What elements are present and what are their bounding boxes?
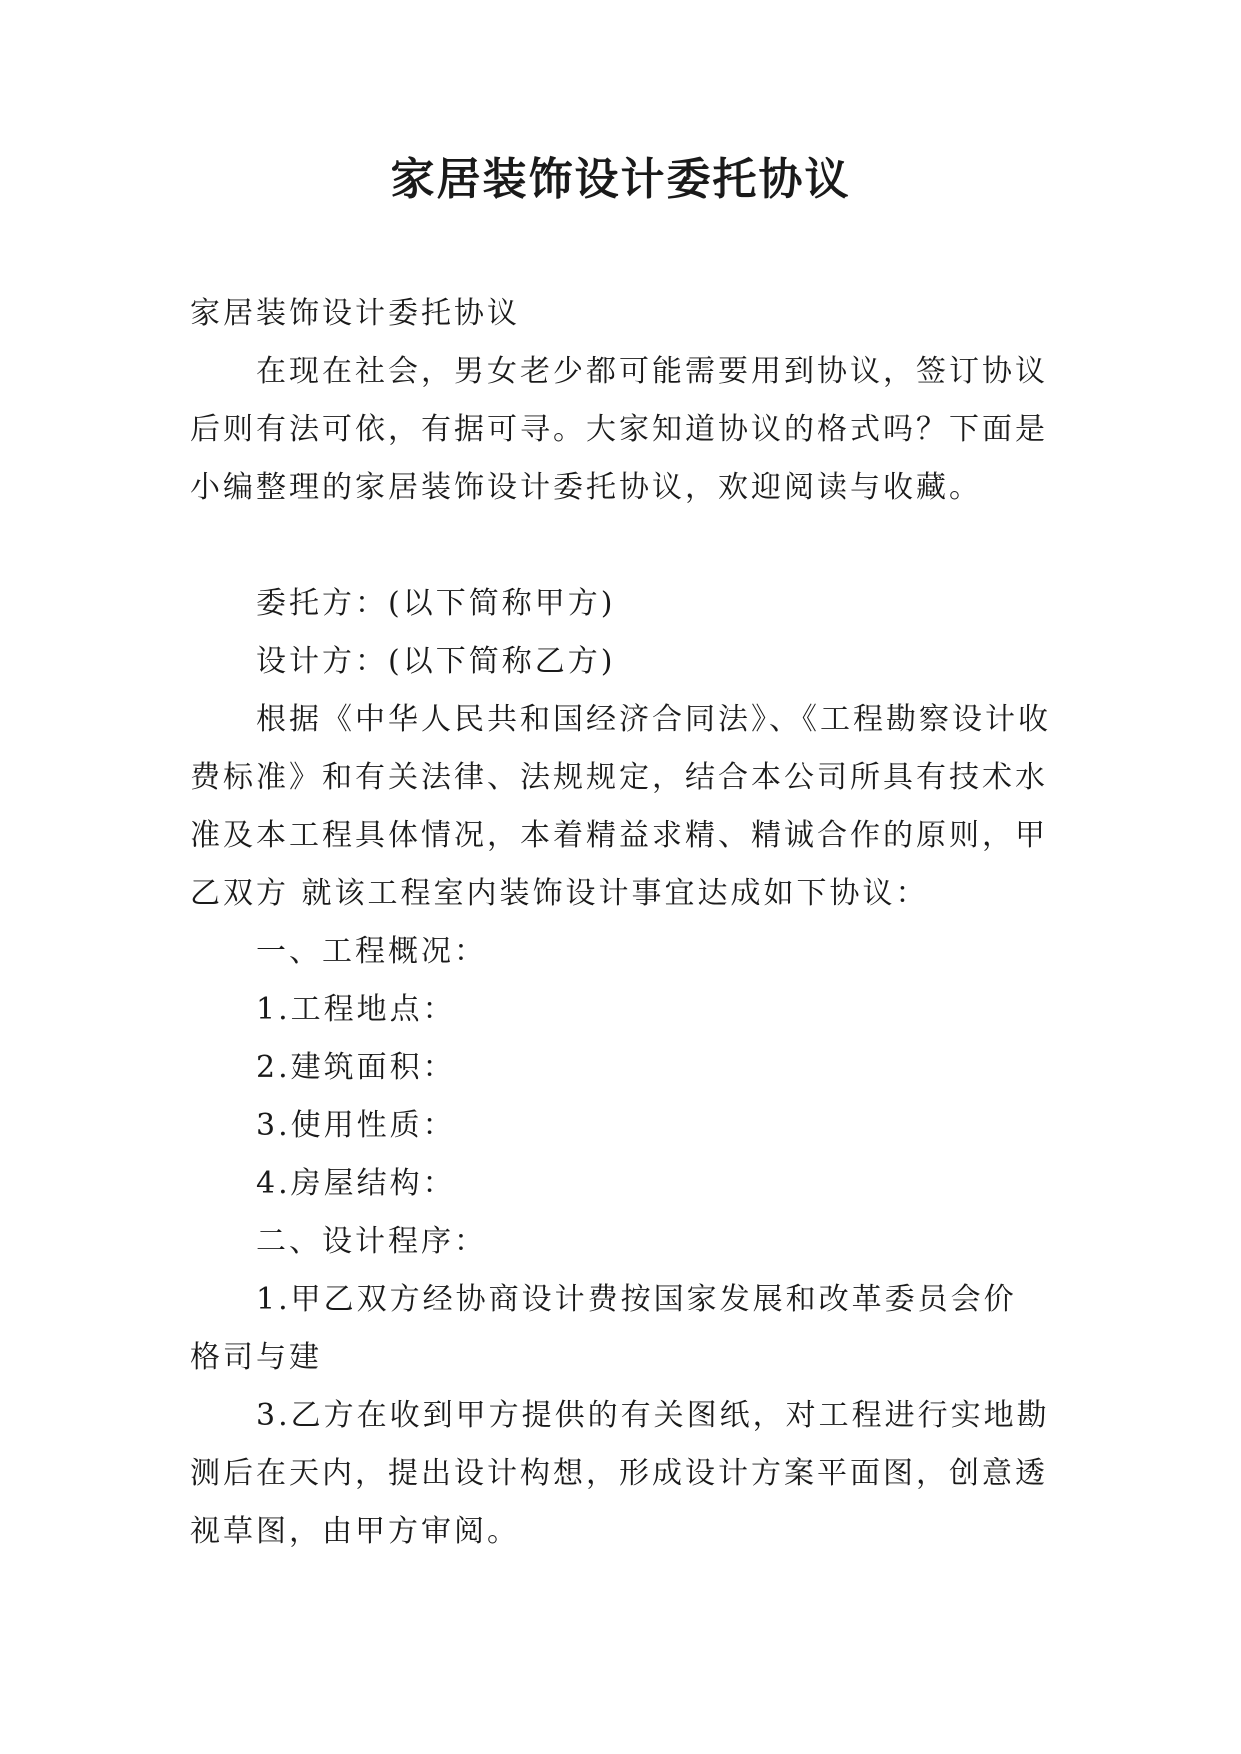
- paragraph-line: 在现在社会，男女老少都可能需要用到协议，签订协议: [256, 354, 1048, 389]
- paragraph-line: 测后在天内，提出设计构想，形成设计方案平面图，创意透: [190, 1456, 1048, 1491]
- list-item: 3.使用性质：: [256, 1108, 456, 1143]
- paragraph-line: 乙双方 就该工程室内装饰设计事宜达成如下协议：: [190, 876, 929, 911]
- paragraph-line: 视草图，由甲方审阅。: [190, 1514, 520, 1549]
- subtitle-line: 家居装饰设计委托协议: [190, 296, 520, 331]
- party-b-line: 设计方：(以下简称乙方): [256, 644, 616, 679]
- document-title: 家居装饰设计委托协议: [390, 154, 851, 205]
- paragraph-line: 1.甲乙双方经协商设计费按国家发展和改革委员会价: [256, 1282, 1017, 1317]
- paragraph-line: 格司与建: [190, 1340, 322, 1375]
- paragraph-line: 3.乙方在收到甲方提供的有关图纸，对工程进行实地勘: [256, 1398, 1050, 1433]
- document-body: [190, 285, 1050, 1561]
- paragraph-line: 根据《中华人民共和国经济合同法》、《工程勘察设计收: [256, 702, 1051, 737]
- list-item: 4.房屋结构：: [256, 1166, 456, 1201]
- party-a-line: 委托方：(以下简称甲方): [256, 586, 616, 621]
- paragraph-line: 小编整理的家居装饰设计委托协议，欢迎阅读与收藏。: [190, 470, 982, 505]
- section-heading: 一、工程概况：: [256, 934, 487, 969]
- paragraph-line: 后则有法可依，有据可寻。大家知道协议的格式吗？下面是: [190, 412, 1048, 447]
- list-item: 2.建筑面积：: [256, 1050, 456, 1085]
- section-heading: 二、设计程序：: [256, 1224, 487, 1259]
- paragraph-gap: [190, 517, 1050, 575]
- paragraph-line: 费标准》和有关法律、法规规定，结合本公司所具有技术水: [190, 760, 1048, 795]
- paragraph-line: 准及本工程具体情况，本着精益求精、精诚合作的原则，甲: [190, 818, 1048, 853]
- list-item: 1.工程地点：: [256, 992, 456, 1027]
